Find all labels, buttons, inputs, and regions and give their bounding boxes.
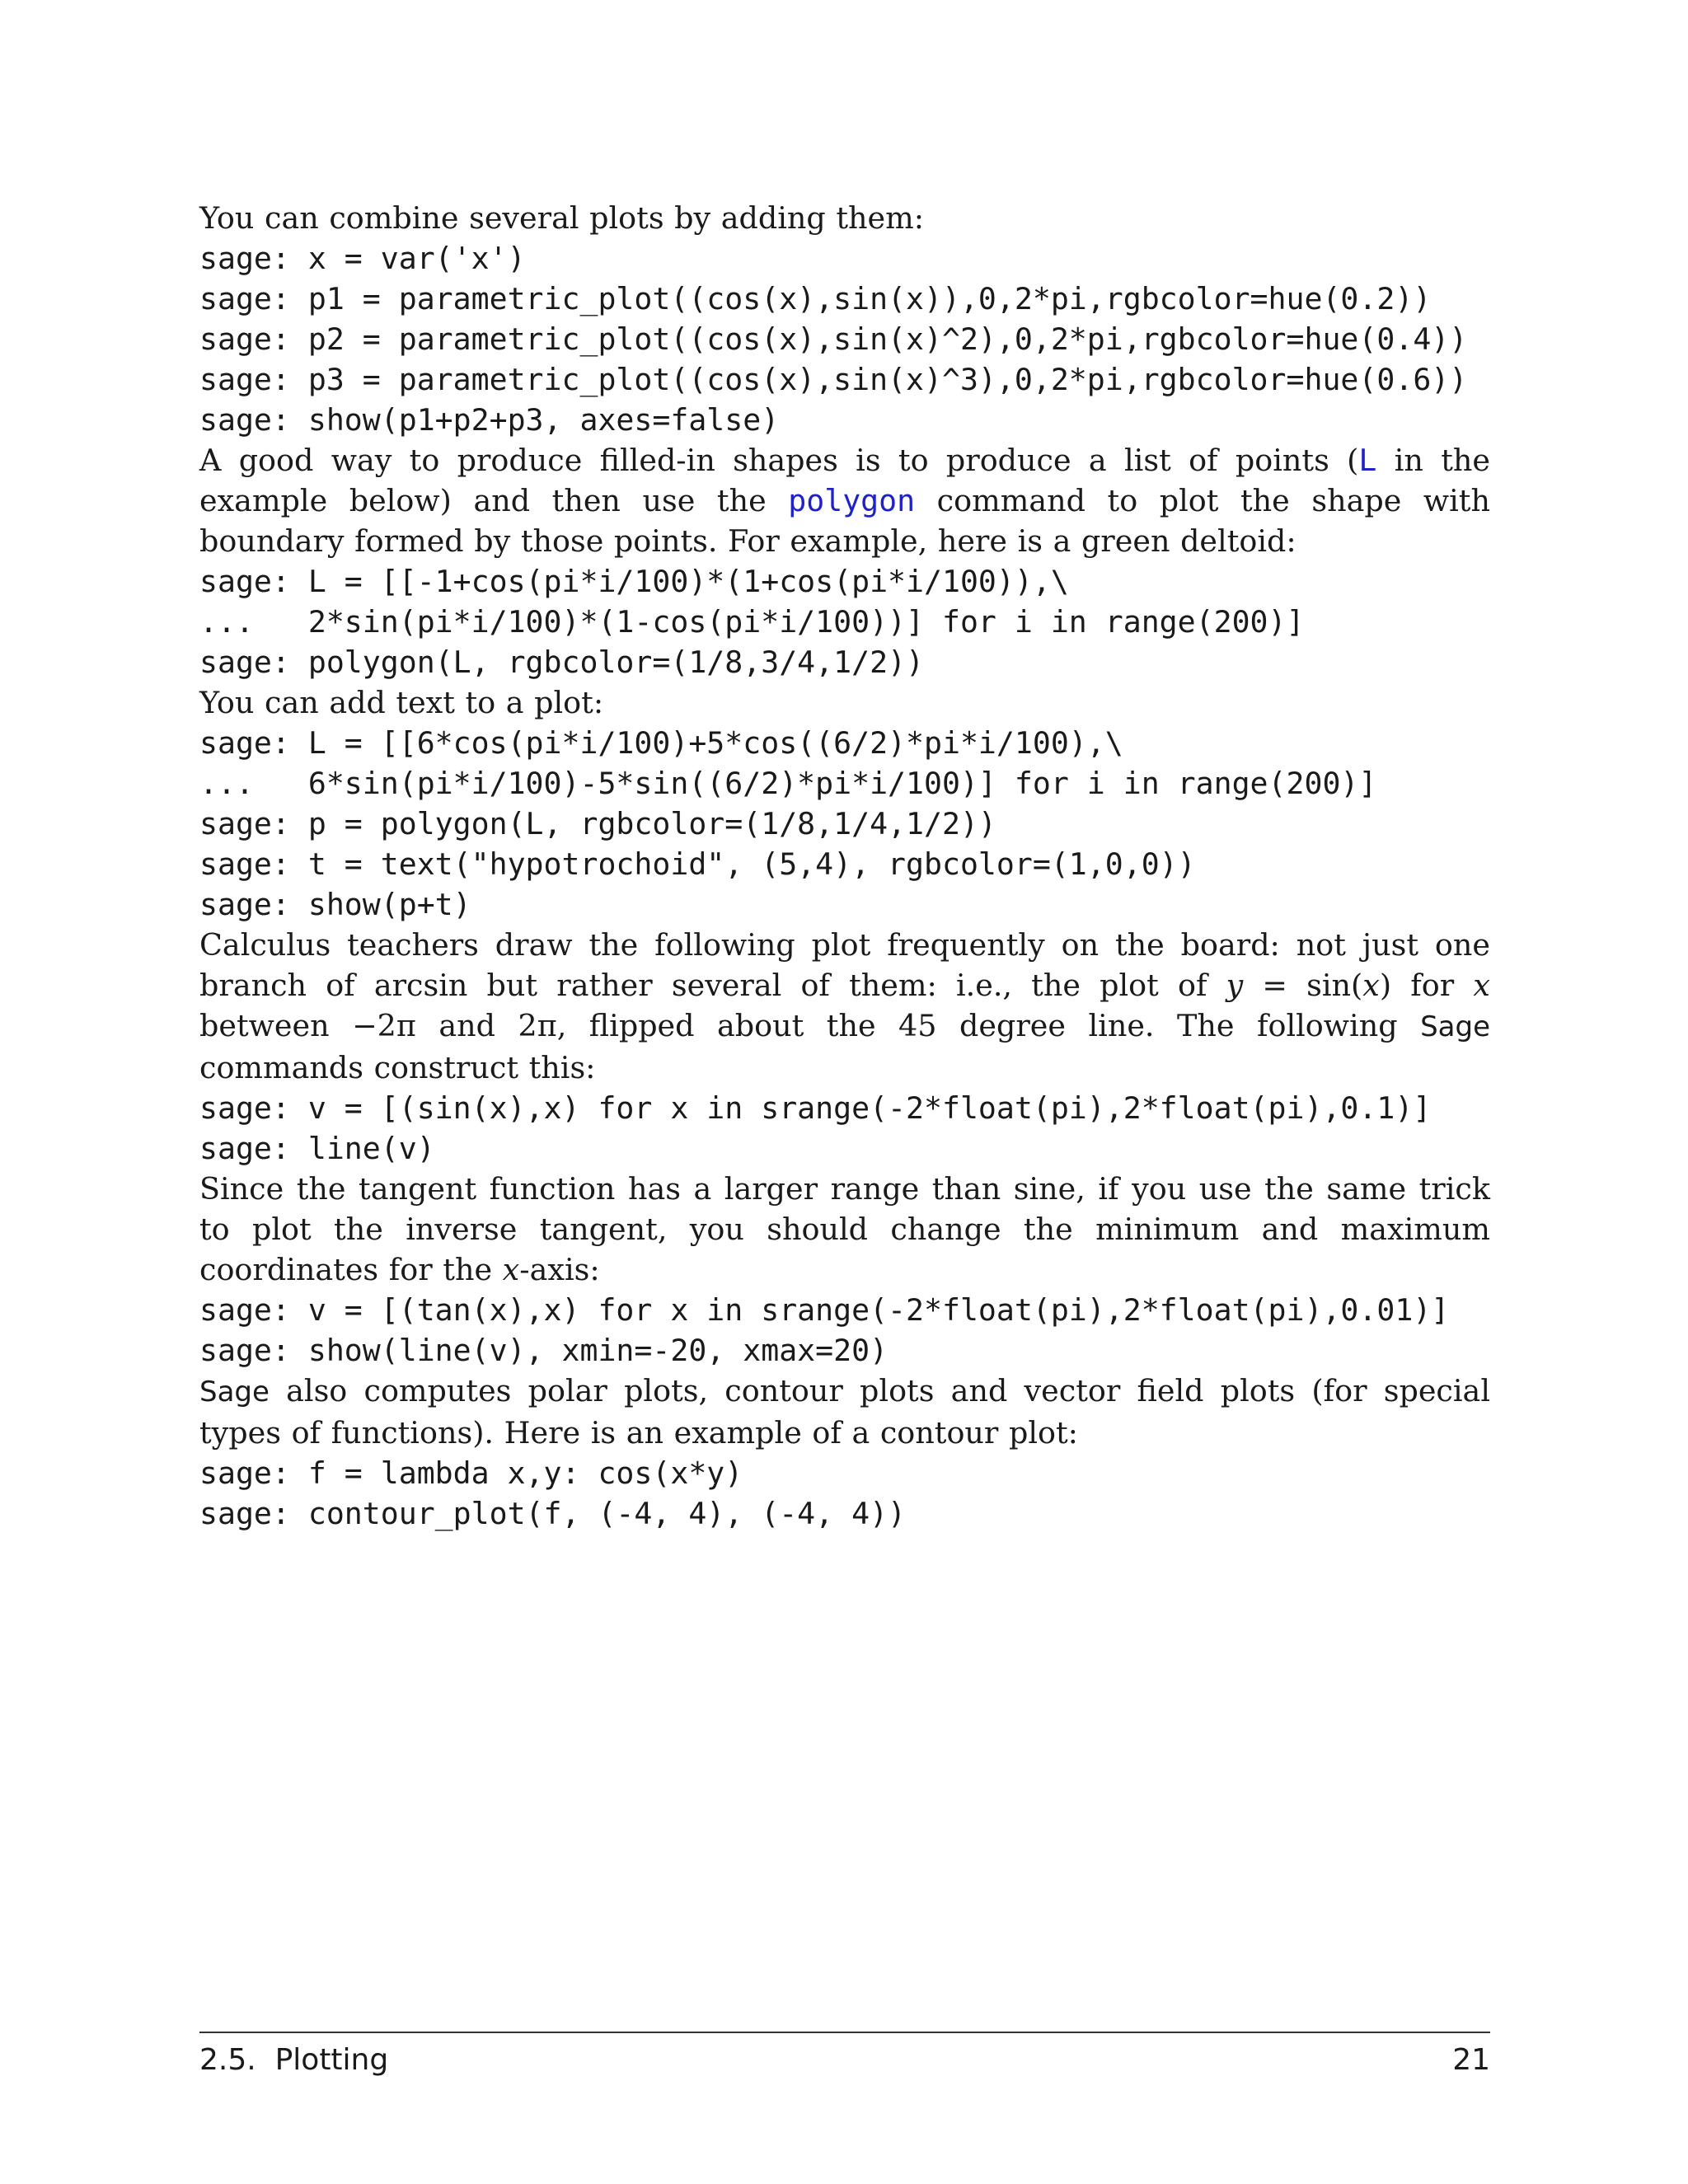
paragraph-combine-plots: You can combine several plots by adding them: [199, 200, 925, 236]
code-block-hypotrochoid [199, 723, 1490, 925]
code-block-arcsin [199, 1088, 1490, 1169]
code-line: sage: p = polygon(L, rgbcolor=(1/8,1/4,1/2)) [199, 806, 996, 841]
code-line: sage: f = lambda x,y: cos(x*y) [199, 1455, 743, 1491]
code-line: sage: v = [(tan(x),x) for x in srange(-2*float(pi),2*float(pi),0.01)] [199, 1292, 1450, 1328]
code-line: sage: line(v) [199, 1131, 435, 1166]
inline-code-polygon: polygon [788, 483, 916, 518]
code-line: sage: L = [[6*cos(pi*i/100)+5*cos((6/2)*pi*i/100),\ [199, 725, 1123, 761]
code-line: sage: contour_plot(f, (-4, 4), (-4, 4)) [199, 1496, 907, 1531]
section-title: 2.5. Plotting [199, 2043, 389, 2077]
code-block-deltoid [199, 561, 1490, 682]
paragraph-inverse-tangent: Since the tangent function has a larger range than sine, if you use the same trick to plot the inverse tangent, you should change the minimum and maximum coordinates for the x-axis: [199, 1171, 1490, 1287]
page-footer [199, 2032, 1490, 2077]
code-line: sage: t = text("hypotrochoid", (5,4), rgbcolor=(1,0,0)) [199, 846, 1196, 882]
code-line: sage: show(p1+p2+p3, axes=false) [199, 402, 780, 438]
paragraph-contour: Sage also computes polar plots, contour plots and vector field plots (for special types of functions). Here is an example of a contour plot: [199, 1373, 1490, 1451]
code-line: sage: x = var('x') [199, 241, 526, 276]
sage-name: Sage [1420, 1010, 1490, 1043]
code-block-combine-plots [199, 238, 1490, 440]
code-block-contour [199, 1453, 1490, 1534]
paragraph-arcsin: Calculus teachers draw the following plot frequently on the board: not just one branch of arcsin but rather several of them: i.e., the plot of y = sin(x) for x between −2π and 2π, flipped about the 45 degree line. The following Sage commands construct this: [199, 927, 1490, 1085]
code-line: sage: p3 = parametric_plot((cos(x),sin(x)^3),0,2*pi,rgbcolor=hue(0.6)) [199, 362, 1468, 397]
code-line: sage: polygon(L, rgbcolor=(1/8,3/4,1/2)) [199, 644, 924, 680]
paragraph-filled-shapes: A good way to produce filled-in shapes is to produce a list of points (L in the example below) and then use the polygon command to plot the shape with boundary formed by those points. For example, here is a green deltoid: [199, 443, 1490, 559]
paragraph-add-text: You can add text to a plot: [199, 685, 604, 720]
code-line: sage: p1 = parametric_plot((cos(x),sin(x)),0,2*pi,rgbcolor=hue(0.2)) [199, 281, 1432, 316]
code-line: sage: p2 = parametric_plot((cos(x),sin(x)^2),0,2*pi,rgbcolor=hue(0.4)) [199, 321, 1468, 357]
code-line: ... 6*sin(pi*i/100)-5*sin((6/2)*pi*i/100)] for i in range(200)] [199, 766, 1377, 801]
inline-code-L: L [1358, 443, 1377, 478]
code-line: sage: show(p+t) [199, 887, 471, 922]
code-line: sage: show(line(v), xmin=-20, xmax=20) [199, 1333, 889, 1368]
code-line: ... 2*sin(pi*i/100)*(1-cos(pi*i/100))] for i in range(200)] [199, 604, 1305, 640]
page-number: 21 [1452, 2043, 1490, 2077]
code-block-inverse-tangent [199, 1290, 1490, 1371]
code-line: sage: v = [(sin(x),x) for x in srange(-2*float(pi),2*float(pi),0.1)] [199, 1090, 1432, 1126]
page-body [199, 198, 1490, 1534]
sage-name: Sage [199, 1376, 270, 1408]
code-line: sage: L = [[-1+cos(pi*i/100)*(1+cos(pi*i/100)),\ [199, 564, 1069, 599]
